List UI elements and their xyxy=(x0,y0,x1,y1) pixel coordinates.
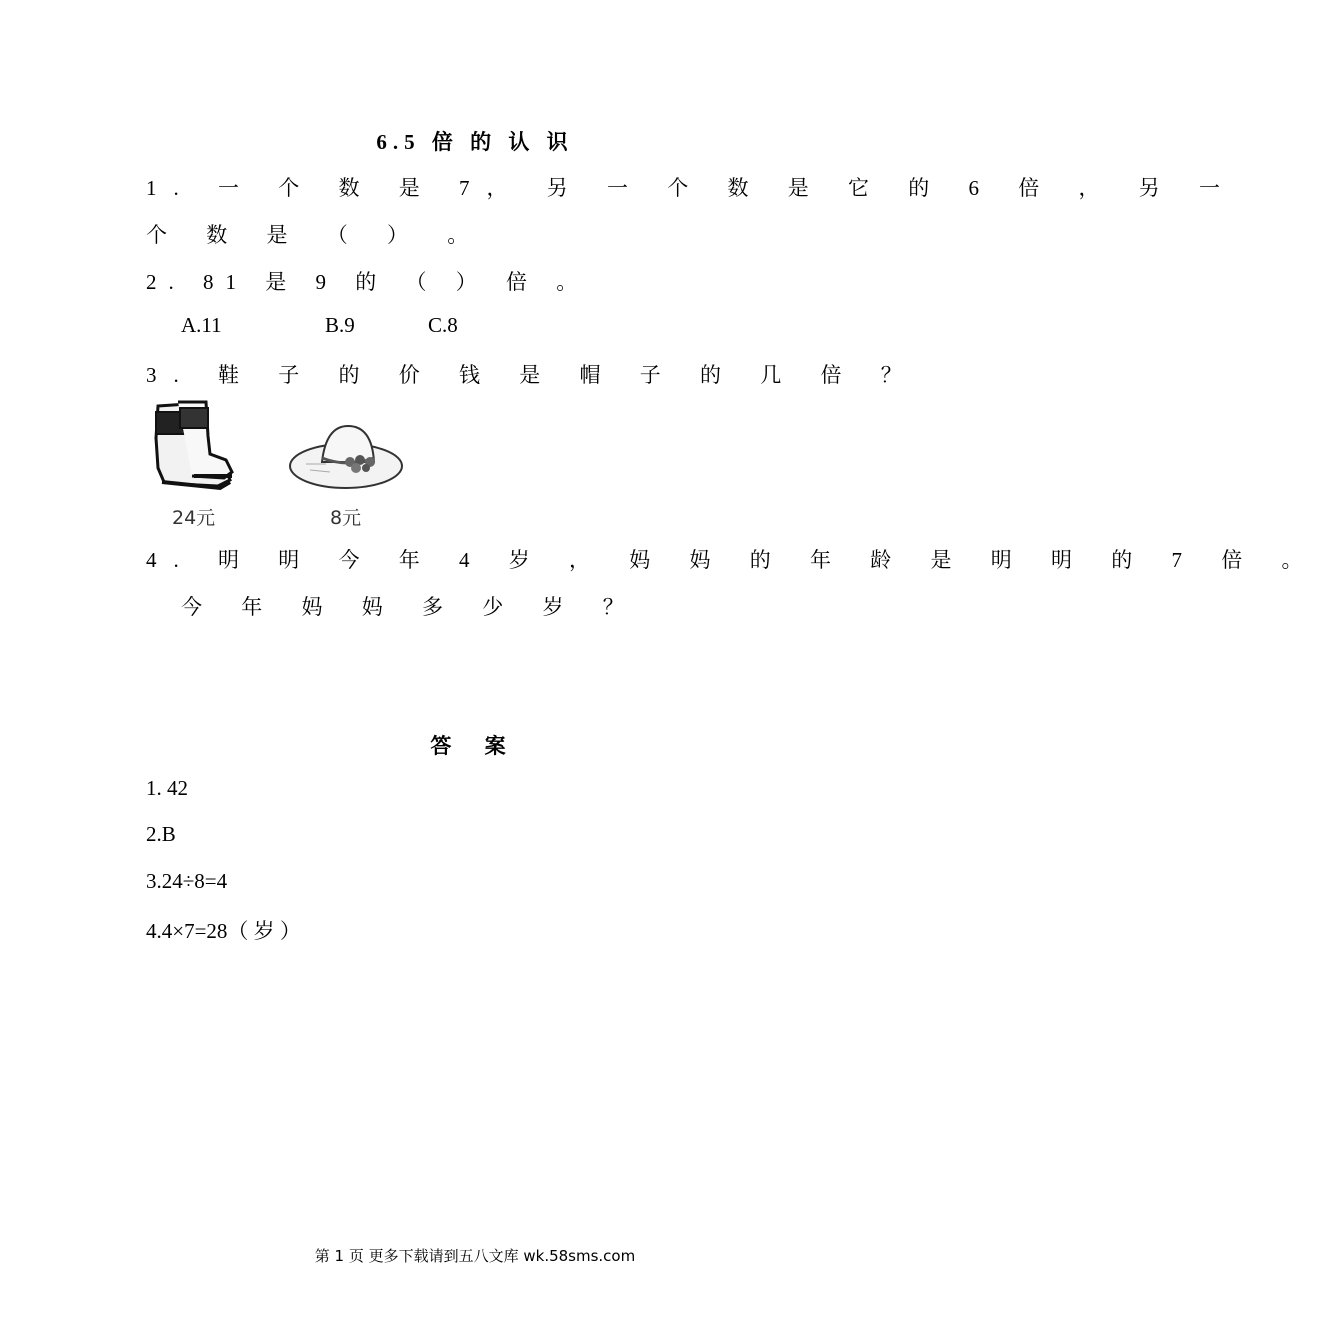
boots-image xyxy=(148,398,238,498)
question-3-stem: 3. 鞋 子 的 价 钱 是 帽 子 的 几 倍 ？ xyxy=(146,363,919,387)
answer-2: 2.B xyxy=(146,822,176,846)
answer-3: 3.24÷8=4 xyxy=(146,869,228,893)
page-footer: 第 1 页 更多下载请到五八文库 wk.58sms.com xyxy=(314,1247,636,1265)
question-1-line-1: 1. 一 个 数 是 7， 另 一 个 数 是 它 的 6 倍 ， 另 一 xyxy=(146,176,1237,200)
question-4-line-1: 4. 明 明 今 年 4 岁 ， 妈 妈 的 年 龄 是 明 明 的 7 倍 。 xyxy=(146,548,1320,572)
worksheet-title: 6.5 倍 的 认 识 xyxy=(376,130,574,154)
option-b: B.9 xyxy=(325,313,355,337)
option-c: C.8 xyxy=(428,313,458,337)
answer-4: 4.4×7=28（ 岁 ） xyxy=(146,919,301,943)
answer-1: 1. 42 xyxy=(146,776,188,800)
question-4-line-2: 今 年 妈 妈 多 少 岁 ？ xyxy=(181,595,641,619)
shoe-price-label: 24元 xyxy=(172,507,216,529)
option-a: A.11 xyxy=(181,313,222,337)
question-2-stem: 2. 81 是 9 的 （ ） 倍 。 xyxy=(146,270,590,294)
answers-title: 答 案 xyxy=(430,734,520,758)
hat-image xyxy=(286,418,406,498)
hat-price-label: 8元 xyxy=(330,507,362,529)
question-1-line-2: 个 数 是 （ ） 。 xyxy=(146,223,486,247)
